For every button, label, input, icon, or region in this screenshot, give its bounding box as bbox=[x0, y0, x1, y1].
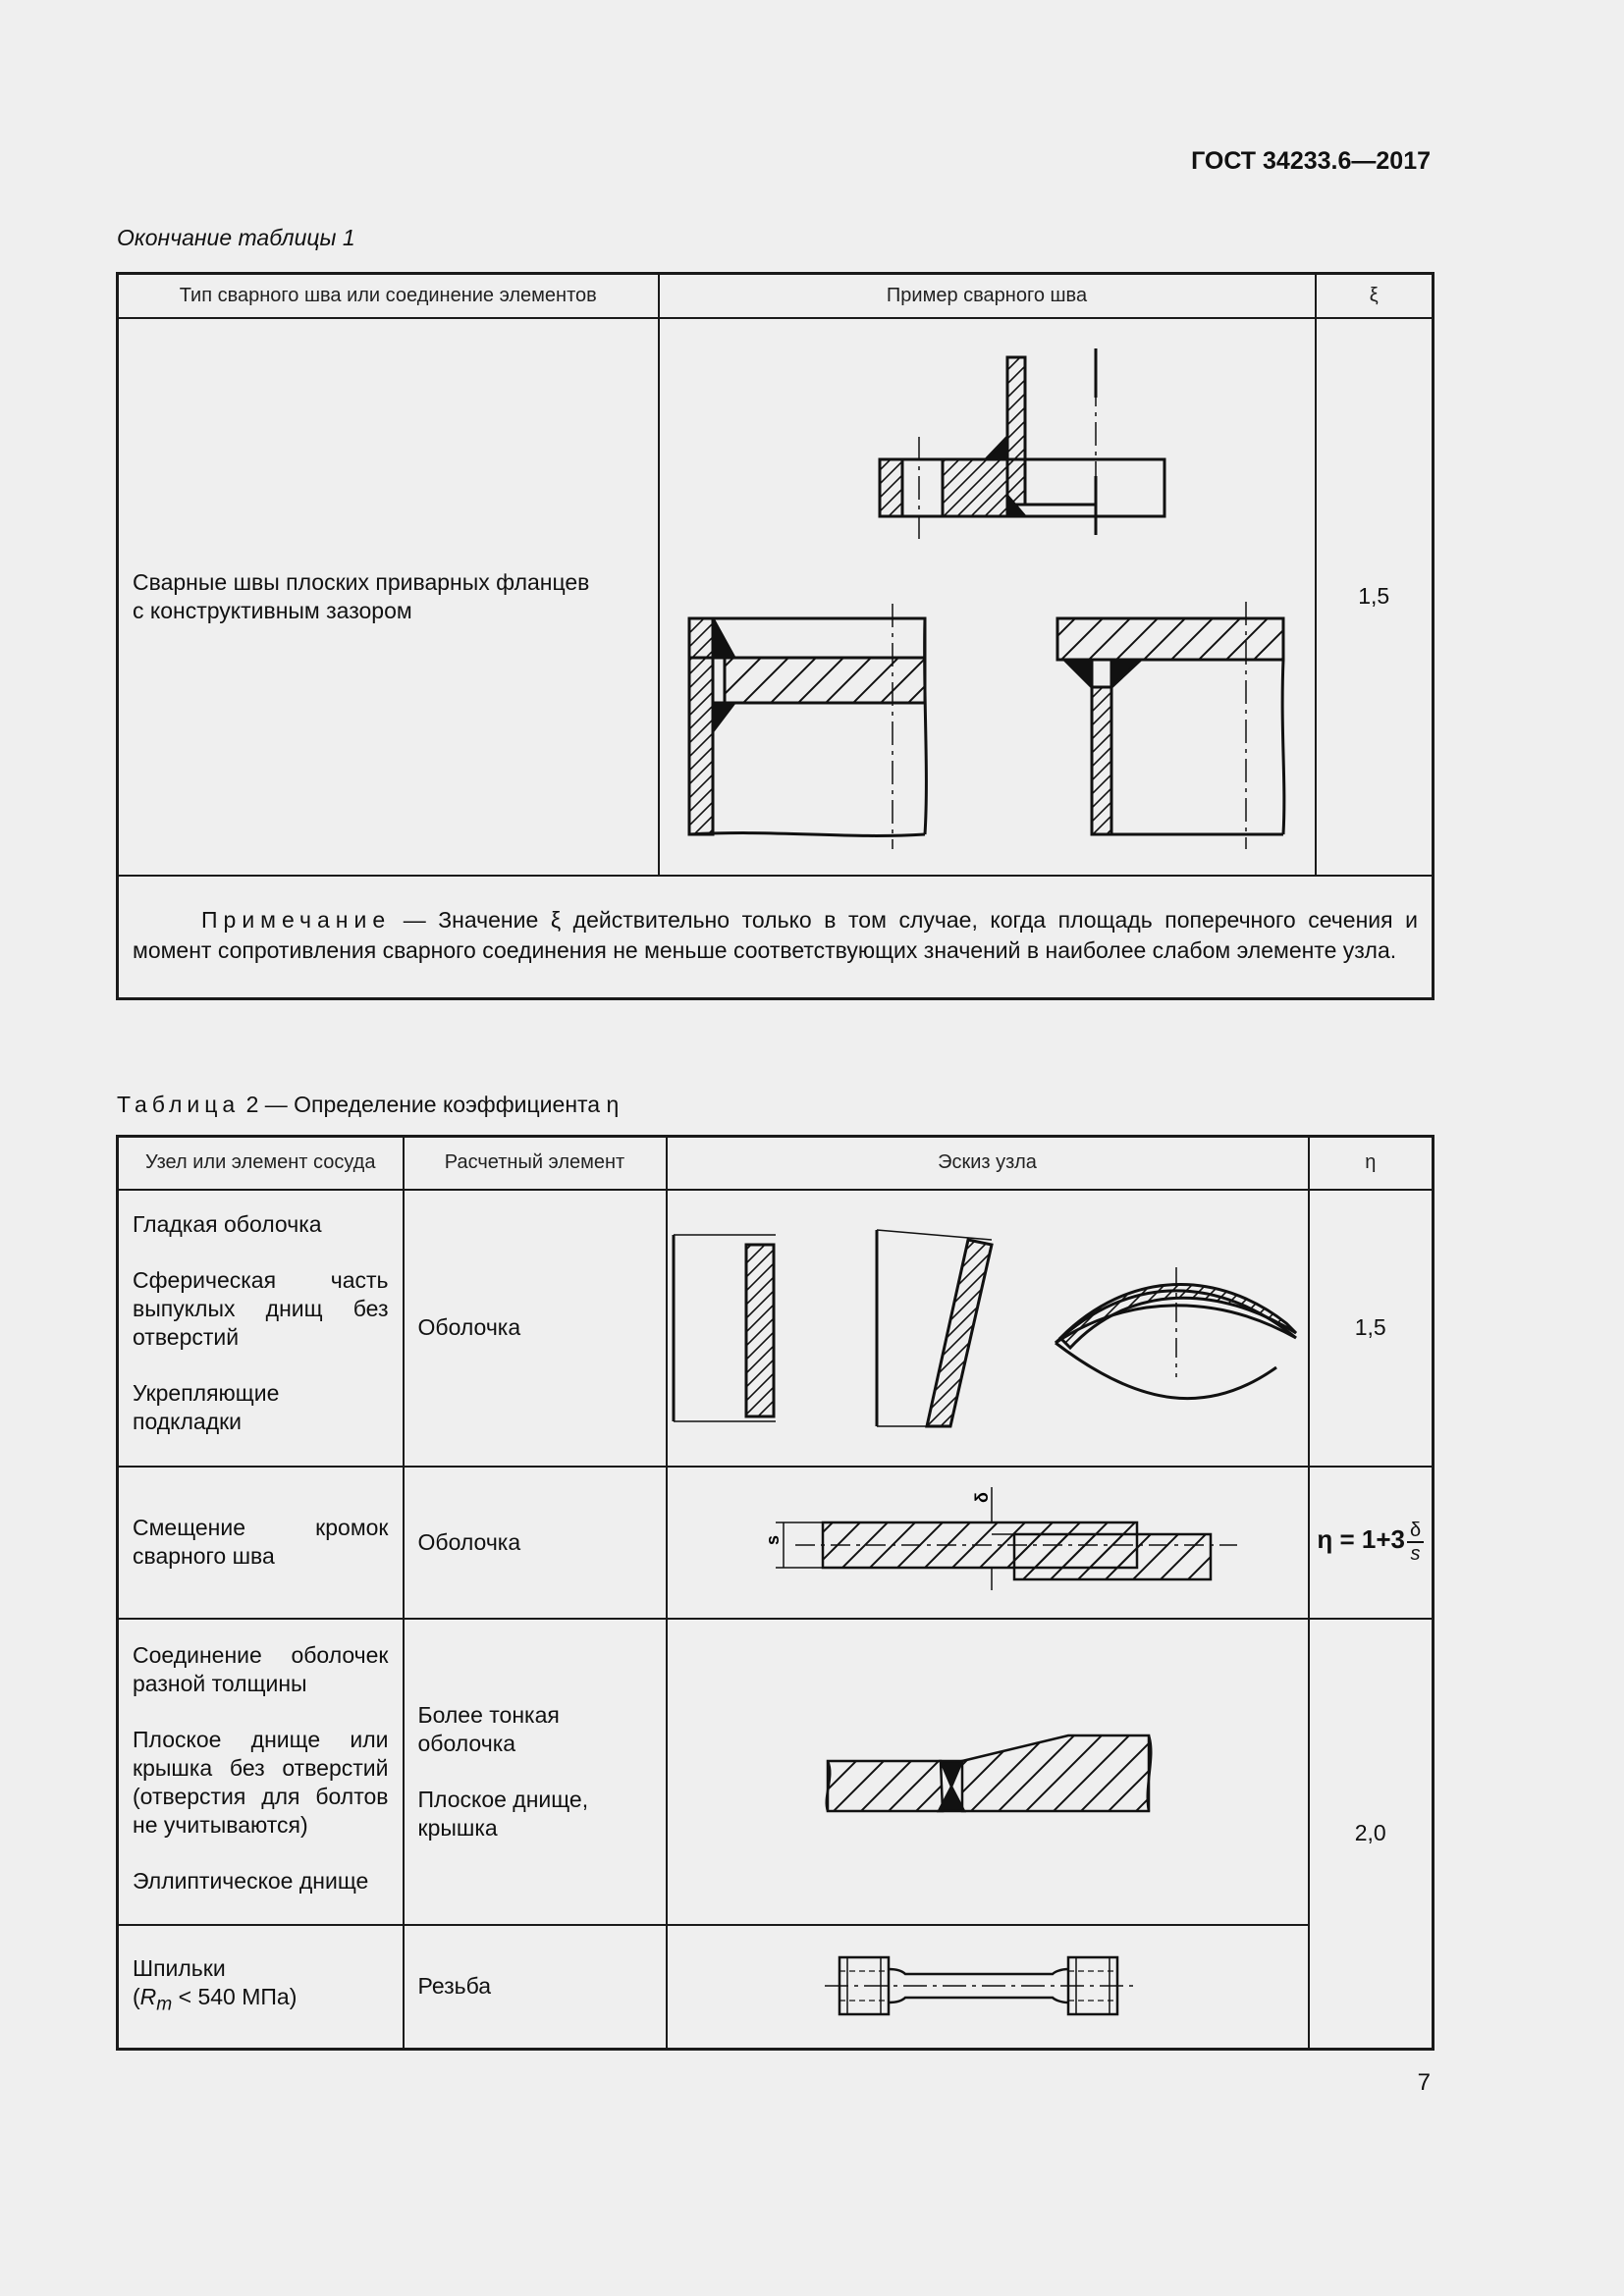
eta-fraction bbox=[1407, 1520, 1424, 1565]
t2-row4-element: Резьба bbox=[404, 1925, 667, 2050]
t1-note bbox=[118, 876, 1434, 999]
t2-row2-node: Смещение кромок сварного шва bbox=[118, 1467, 404, 1619]
t2-row3-node bbox=[118, 1619, 404, 1925]
t2-row3-sketch bbox=[667, 1619, 1309, 1925]
t2-row3-node-3: Эллиптическое днище bbox=[133, 1867, 369, 1894]
t2-row4-node-2 bbox=[133, 1983, 389, 2019]
t2-row3-element-1: Более тонкая оболочка bbox=[417, 1701, 560, 1756]
t2-row1-node bbox=[118, 1190, 404, 1467]
t1-row-type bbox=[118, 318, 659, 876]
t1-row-xi: 1,5 bbox=[1316, 318, 1434, 876]
t2-row4-sub: m bbox=[156, 1994, 173, 2015]
table2-caption-rest: 2 — Определение коэффициента η bbox=[240, 1092, 620, 1117]
t2-header-element: Расчетный элемент bbox=[404, 1137, 667, 1190]
t2-row4-node bbox=[118, 1925, 404, 2050]
eta-formula: η = 1+3 bbox=[1317, 1524, 1405, 1555]
t2-row1-node-2: Сферическая часть выпуклых днищ без отверстий bbox=[133, 1266, 389, 1350]
stud-sketch bbox=[668, 1926, 1306, 2048]
t1-weld-sketch bbox=[659, 318, 1316, 876]
table2-caption-label: Таблица bbox=[117, 1092, 241, 1117]
flange-weld-drawing bbox=[660, 319, 1314, 875]
t2-row1-node-3: Укрепляющие подкладки bbox=[133, 1379, 280, 1434]
t1-note-label: Примечание bbox=[201, 907, 392, 934]
t2-row4-r: R bbox=[139, 1983, 157, 2009]
t2-row1-eta: 1,5 bbox=[1309, 1190, 1434, 1467]
t2-row2-eta bbox=[1309, 1467, 1434, 1619]
flange-top-view bbox=[880, 348, 1164, 540]
flange-bottom-left bbox=[689, 604, 926, 849]
t1-header-example: Пример сварного шва bbox=[659, 274, 1316, 318]
t2-row4-sketch bbox=[667, 1925, 1309, 2050]
table-2 bbox=[116, 1135, 1435, 2051]
t1-note-text: — Значение ξ действительно только в том случае, когда площадь поперечного сечения и момент сопротивления сварного соединения не меньше соответствующих значений в наиболее слабом элементе узла. bbox=[133, 907, 1418, 964]
t2-header-eta: η bbox=[1309, 1137, 1434, 1190]
t2-row4-node-1: Шпильки bbox=[133, 1954, 226, 1981]
t2-row3-eta: 2,0 bbox=[1309, 1619, 1434, 2050]
t2-row3-element bbox=[404, 1619, 667, 1925]
t1-header-type: Тип сварного шва или соединение элементов bbox=[118, 274, 659, 318]
t2-row4-open: ( bbox=[133, 1983, 140, 2009]
eta-frac-num: δ bbox=[1407, 1520, 1424, 1543]
t2-row3-node-1: Соединение оболочек разной толщины bbox=[133, 1641, 389, 1696]
t2-row2-sketch bbox=[667, 1467, 1309, 1619]
table-1 bbox=[116, 272, 1435, 1000]
eta-frac-den: s bbox=[1410, 1543, 1421, 1565]
t2-row1-sketch bbox=[667, 1190, 1309, 1467]
dim-delta-label: δ bbox=[971, 1491, 992, 1503]
t2-row1-node-1: Гладкая оболочка bbox=[133, 1210, 322, 1237]
t2-row2-element: Оболочка bbox=[404, 1467, 667, 1619]
t1-type-line1: Сварные швы плоских приварных фланцев bbox=[133, 568, 590, 595]
t2-header-node: Узел или элемент сосуда bbox=[118, 1137, 404, 1190]
t2-row4-rest: < 540 МПа) bbox=[172, 1983, 298, 2009]
t1-header-xi: ξ bbox=[1316, 274, 1434, 318]
t2-row1-element: Оболочка bbox=[404, 1190, 667, 1467]
dim-s-label: s bbox=[762, 1534, 783, 1545]
t1-type-line2: с конструктивным зазором bbox=[133, 597, 412, 623]
t2-header-sketch: Эскиз узла bbox=[667, 1137, 1309, 1190]
t2-row3-node-2: Плоское днище или крышка без отверстий (отверстия для болтов не учитываются) bbox=[133, 1726, 389, 1838]
shell-sketch bbox=[668, 1191, 1306, 1466]
thickness-transition-sketch bbox=[668, 1620, 1306, 1924]
page-number: 7 bbox=[1417, 2069, 1431, 2096]
flange-bottom-right bbox=[1057, 602, 1284, 849]
standard-number: ГОСТ 34233.6—2017 bbox=[1191, 147, 1431, 175]
edge-offset-sketch bbox=[668, 1468, 1306, 1618]
table2-caption bbox=[117, 1092, 619, 1118]
t2-row3-element-2: Плоское днище, крышка bbox=[417, 1786, 589, 1841]
table1-continuation: Окончание таблицы 1 bbox=[117, 225, 355, 250]
